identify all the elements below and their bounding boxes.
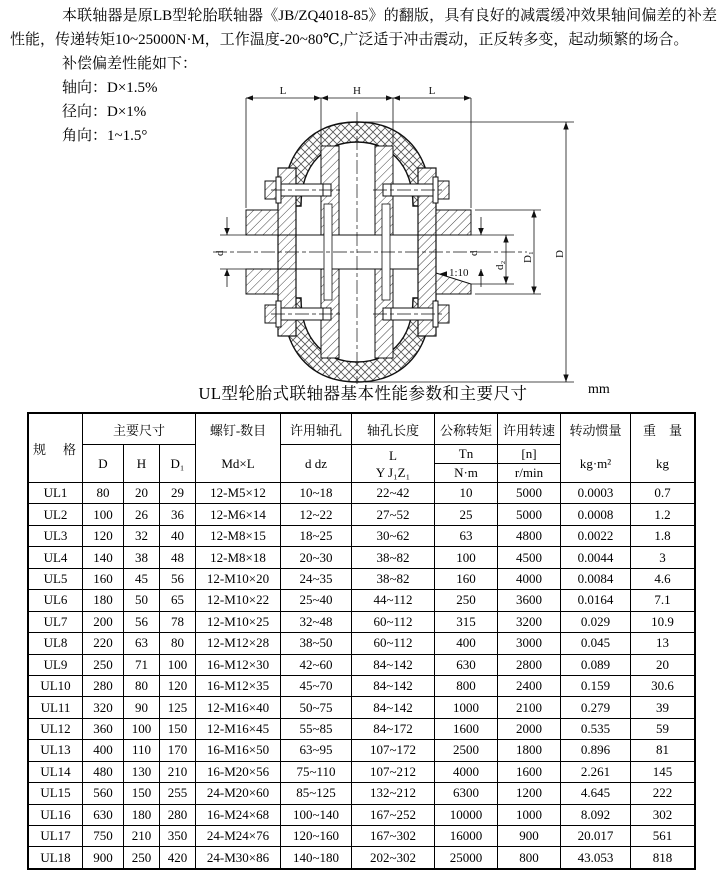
table-cell: 302 <box>652 806 673 822</box>
table-cell: 320 <box>83 697 124 717</box>
table-cell: 22~42 <box>352 483 435 503</box>
table-cell: UL9 <box>29 655 83 675</box>
table-cell: 12-M8×15 <box>196 526 281 546</box>
dim-label-d-right: d <box>468 250 480 256</box>
table-cell: 63~95 <box>281 740 352 760</box>
table-cell: 4000 <box>435 762 498 782</box>
table-cell: 170 <box>160 740 196 760</box>
table-cell: 20~30 <box>281 547 352 567</box>
table-cell: 140~180 <box>281 847 352 867</box>
dim-label-d2: d₂ <box>494 260 506 270</box>
table-row <box>29 569 694 590</box>
table-cell: 250 <box>435 590 498 610</box>
table-cell: 80 <box>160 633 196 653</box>
table-cell: 120 <box>83 526 124 546</box>
header-col-d: D <box>83 445 124 482</box>
table-cell: 2400 <box>498 676 561 696</box>
table-cell: 222 <box>652 785 673 801</box>
table-cell: 25~40 <box>281 590 352 610</box>
table-cell: 750 <box>83 826 124 846</box>
table-cell: 43.053 <box>561 847 631 867</box>
table-cell: 420 <box>160 847 196 867</box>
table-cell: 25 <box>435 504 498 524</box>
table-cell: 100 <box>160 655 196 675</box>
table-row <box>29 547 694 568</box>
table-cell: 75~110 <box>281 762 352 782</box>
table-cell: 1600 <box>498 762 561 782</box>
table-cell: 1000 <box>435 697 498 717</box>
header-weight: 重 量 kg <box>642 423 682 471</box>
table-cell: 200 <box>83 612 124 632</box>
header-bore: 许用轴孔 d dz <box>281 414 352 482</box>
table-cell: 100~140 <box>281 805 352 825</box>
table-cell: 107~172 <box>352 740 435 760</box>
table-cell: 480 <box>83 762 124 782</box>
table-body <box>29 483 694 868</box>
table-cell: 100 <box>83 504 124 524</box>
dim-label-l-left: L <box>279 85 287 97</box>
table-cell: 26 <box>124 504 160 524</box>
table-cell: 60~112 <box>352 633 435 653</box>
table-cell: UL8 <box>29 633 83 653</box>
table-cell: UL18 <box>29 847 83 867</box>
table-cell: 4800 <box>498 526 561 546</box>
table-cell: 2000 <box>498 719 561 739</box>
table-cell: 84~142 <box>352 676 435 696</box>
intro-axial: 轴向：D×1.5% <box>62 80 158 96</box>
table-cell: 80 <box>83 483 124 503</box>
table-cell: 24-M24×76 <box>196 826 281 846</box>
table-cell: 10 <box>435 483 498 503</box>
table-cell: 400 <box>435 633 498 653</box>
table-cell: 84~172 <box>352 719 435 739</box>
intro-radial: 径向：D×1% <box>62 104 147 120</box>
table-cell: 24-M20×60 <box>196 783 281 803</box>
table-cell: 167~302 <box>352 826 435 846</box>
header-inertia: 转动惯量 kg·m² <box>561 414 631 482</box>
table-cell: 78 <box>160 612 196 632</box>
table-cell: 7.1 <box>654 592 671 608</box>
table-cell: 45 <box>124 569 160 589</box>
table-cell: 16-M24×68 <box>196 805 281 825</box>
table-cell: 8.092 <box>561 805 631 825</box>
table-cell: 100 <box>435 547 498 567</box>
header-bore-length: 轴孔长度 L Y J₁Z₁ <box>352 414 435 482</box>
table-cell: 202~302 <box>352 847 435 867</box>
table-cell: 4.6 <box>654 570 671 586</box>
table-cell: 280 <box>83 676 124 696</box>
table-row <box>29 483 694 504</box>
table-cell: 818 <box>652 849 673 865</box>
table-row <box>29 805 694 826</box>
intro-angular: 角向：1~1.5° <box>62 128 148 144</box>
table-cell: 80 <box>124 676 160 696</box>
table-cell: 0.535 <box>561 719 631 739</box>
table-row <box>29 676 694 697</box>
header-main-dims: 主要尺寸 D H D₁ <box>83 414 196 482</box>
table-cell: 56 <box>160 569 196 589</box>
table-cell: 110 <box>124 740 160 760</box>
table-cell: 900 <box>83 847 124 867</box>
table-cell: 20.017 <box>561 826 631 846</box>
table-cell: 16000 <box>435 826 498 846</box>
table-cell: 1600 <box>435 719 498 739</box>
table-cell: 55~85 <box>281 719 352 739</box>
table-cell: 12-M16×40 <box>196 697 281 717</box>
table-cell: 150 <box>160 719 196 739</box>
table-cell: 56 <box>124 612 160 632</box>
header-screws: 螺钉-数目 Md×L <box>196 414 281 482</box>
table-cell: 140 <box>83 547 124 567</box>
taper-label: 1:10 <box>449 267 469 279</box>
table-cell: 12~22 <box>281 504 352 524</box>
intro-heading: 补偿偏差性能如下： <box>62 56 198 72</box>
table-cell: 48 <box>160 547 196 567</box>
table-cell: 27~52 <box>352 504 435 524</box>
table-cell: 29 <box>160 483 196 503</box>
table-cell: 107~212 <box>352 762 435 782</box>
table-cell: 560 <box>83 783 124 803</box>
table-cell: 16-M20×56 <box>196 762 281 782</box>
table-cell: 180 <box>83 590 124 610</box>
dim-label-l-right: L <box>428 85 436 97</box>
dim-label-d-cap: D <box>554 250 566 258</box>
table-cell: 250 <box>124 847 160 867</box>
table-cell: 280 <box>160 805 196 825</box>
table-row <box>29 826 694 847</box>
table-cell: 0.0084 <box>561 569 631 589</box>
table-cell: 84~142 <box>352 697 435 717</box>
table-cell: 0.0022 <box>561 526 631 546</box>
table-cell: 12-M10×25 <box>196 612 281 632</box>
table-cell: 160 <box>435 569 498 589</box>
table-row <box>29 762 694 783</box>
table-cell: 800 <box>498 847 561 867</box>
table-cell: 0.896 <box>561 740 631 760</box>
table-cell: 20 <box>124 483 160 503</box>
table-cell: 63 <box>435 526 498 546</box>
table-cell: 44~112 <box>352 590 435 610</box>
table-cell: UL14 <box>29 762 83 782</box>
table-cell: 16-M12×30 <box>196 655 281 675</box>
table-cell: 145 <box>652 763 673 779</box>
table-unit: mm <box>588 382 610 397</box>
table-cell: 120 <box>160 676 196 696</box>
table-cell: 25000 <box>435 847 498 867</box>
table-cell: 50 <box>124 590 160 610</box>
table-cell: 2100 <box>498 697 561 717</box>
table-cell: 125 <box>160 697 196 717</box>
table-cell: 16-M12×35 <box>196 676 281 696</box>
table-cell: 6300 <box>435 783 498 803</box>
table-cell: 160 <box>83 569 124 589</box>
table-cell: 0.7 <box>654 485 671 501</box>
table-cell: 85~125 <box>281 783 352 803</box>
table-cell: 2800 <box>498 655 561 675</box>
table-cell: 12-M10×20 <box>196 569 281 589</box>
coupling-cross-section-drawing <box>125 84 695 384</box>
table-cell: 71 <box>124 655 160 675</box>
table-cell: 45~70 <box>281 676 352 696</box>
spec-table <box>27 412 696 870</box>
table-cell: 38~50 <box>281 633 352 653</box>
table-cell: UL1 <box>29 483 83 503</box>
header-col-d1: D₁ <box>170 455 185 471</box>
table-cell: 0.279 <box>561 697 631 717</box>
table-title: UL型轮胎式联轴器基本性能参数和主要尺寸 <box>198 384 528 403</box>
table-cell: 0.089 <box>561 655 631 675</box>
table-cell: 250 <box>83 655 124 675</box>
header-speed: 许用转速 [n] r/min <box>498 414 561 482</box>
table-row <box>29 697 694 718</box>
table-cell: 12-M16×45 <box>196 719 281 739</box>
table-cell: UL2 <box>29 504 83 524</box>
table-cell: 0.0164 <box>561 590 631 610</box>
table-cell: 1.8 <box>654 528 671 544</box>
table-cell: 1800 <box>498 740 561 760</box>
table-cell: 12-M10×22 <box>196 590 281 610</box>
table-cell: 13 <box>656 635 669 651</box>
table-row <box>29 847 694 867</box>
table-cell: 10.9 <box>651 613 674 629</box>
table-header <box>29 414 694 483</box>
table-cell: 400 <box>83 740 124 760</box>
table-row <box>29 719 694 740</box>
table-cell: 0.159 <box>561 676 631 696</box>
table-cell: 20 <box>656 656 669 672</box>
table-cell: 81 <box>656 742 669 758</box>
table-cell: 2.261 <box>561 762 631 782</box>
table-cell: UL11 <box>29 697 83 717</box>
table-cell: 10~18 <box>281 483 352 503</box>
table-cell: 39 <box>656 699 669 715</box>
table-cell: 167~252 <box>352 805 435 825</box>
table-cell: 16-M16×50 <box>196 740 281 760</box>
table-cell: 150 <box>124 783 160 803</box>
table-cell: 630 <box>435 655 498 675</box>
table-cell: 120~160 <box>281 826 352 846</box>
table-cell: 180 <box>124 805 160 825</box>
centerlines <box>213 112 527 384</box>
table-cell: 65 <box>160 590 196 610</box>
table-row <box>29 526 694 547</box>
table-cell: UL6 <box>29 590 83 610</box>
table-cell: 60~112 <box>352 612 435 632</box>
table-cell: 0.0044 <box>561 547 631 567</box>
table-cell: 0.0008 <box>561 504 631 524</box>
table-cell: 900 <box>498 826 561 846</box>
table-cell: 210 <box>124 826 160 846</box>
table-row <box>29 783 694 804</box>
table-cell: 84~142 <box>352 655 435 675</box>
table-cell: 12-M5×12 <box>196 483 281 503</box>
table-cell: 59 <box>656 721 669 737</box>
table-row <box>29 504 694 525</box>
table-cell: UL15 <box>29 783 83 803</box>
table-cell: 3 <box>659 549 666 565</box>
table-row <box>29 612 694 633</box>
table-cell: 4.645 <box>561 783 631 803</box>
table-cell: UL17 <box>29 826 83 846</box>
table-cell: 38 <box>124 547 160 567</box>
table-cell: 630 <box>83 805 124 825</box>
table-cell: 350 <box>160 826 196 846</box>
table-cell: 315 <box>435 612 498 632</box>
table-cell: 30.6 <box>651 678 674 694</box>
table-cell: 36 <box>160 504 196 524</box>
table-cell: 220 <box>83 633 124 653</box>
table-cell: 1000 <box>498 805 561 825</box>
table-cell: 210 <box>160 762 196 782</box>
table-row <box>29 740 694 761</box>
table-cell: 360 <box>83 719 124 739</box>
table-cell: 3000 <box>498 633 561 653</box>
table-cell: UL5 <box>29 569 83 589</box>
table-cell: 0.0003 <box>561 483 631 503</box>
table-cell: 24-M30×86 <box>196 847 281 867</box>
header-spec: 规 格 <box>29 414 83 482</box>
table-cell: 12-M8×18 <box>196 547 281 567</box>
table-cell: 5000 <box>498 504 561 524</box>
table-cell: UL13 <box>29 740 83 760</box>
table-cell: 18~25 <box>281 526 352 546</box>
table-cell: 2500 <box>435 740 498 760</box>
header-torque: 公称转矩 Tn N·m <box>435 414 498 482</box>
table-cell: UL16 <box>29 805 83 825</box>
table-cell: 63 <box>124 633 160 653</box>
table-cell: 24~35 <box>281 569 352 589</box>
table-cell: UL7 <box>29 612 83 632</box>
dim-label-d1: D₁ <box>522 251 534 263</box>
table-cell: 1.2 <box>654 506 671 522</box>
table-cell: UL4 <box>29 547 83 567</box>
table-cell: 255 <box>160 783 196 803</box>
table-cell: 4500 <box>498 547 561 567</box>
table-row <box>29 655 694 676</box>
table-cell: 50~75 <box>281 697 352 717</box>
table-cell: 561 <box>652 828 673 844</box>
table-title-row <box>0 380 726 404</box>
table-cell: 5000 <box>498 483 561 503</box>
table-row <box>29 633 694 654</box>
header-col-h: H <box>124 445 160 482</box>
table-cell: 4000 <box>498 569 561 589</box>
table-cell: 0.029 <box>561 612 631 632</box>
dim-label-d-left: d <box>214 250 226 256</box>
table-cell: UL3 <box>29 526 83 546</box>
table-cell: 3600 <box>498 590 561 610</box>
table-cell: 132~212 <box>352 783 435 803</box>
table-cell: UL10 <box>29 676 83 696</box>
table-cell: 32 <box>124 526 160 546</box>
table-cell: 12-M6×14 <box>196 504 281 524</box>
table-cell: 12-M12×28 <box>196 633 281 653</box>
table-cell: 90 <box>124 697 160 717</box>
table-cell: UL12 <box>29 719 83 739</box>
table-cell: 30~62 <box>352 526 435 546</box>
table-cell: 100 <box>124 719 160 739</box>
table-cell: 32~48 <box>281 612 352 632</box>
table-cell: 38~82 <box>352 547 435 567</box>
dim-label-h: H <box>353 85 361 97</box>
table-row <box>29 590 694 611</box>
table-cell: 10000 <box>435 805 498 825</box>
table-cell: 1200 <box>498 783 561 803</box>
table-cell: 40 <box>160 526 196 546</box>
table-cell: 3200 <box>498 612 561 632</box>
intro-paragraph: 本联轴器是原LB型轮胎联轴器《JB/ZQ4018-85》的翻版，具有良好的减震缓冲效果轴间偏差的补差性能，传递转矩10~25000N·M，工作温度-20~80℃,广泛适于冲击震动，正反转多变，起动频繁的场合。 <box>10 8 717 48</box>
table-cell: 130 <box>124 762 160 782</box>
table-cell: 0.045 <box>561 633 631 653</box>
table-cell: 42~60 <box>281 655 352 675</box>
table-cell: 800 <box>435 676 498 696</box>
table-cell: 38~82 <box>352 569 435 589</box>
